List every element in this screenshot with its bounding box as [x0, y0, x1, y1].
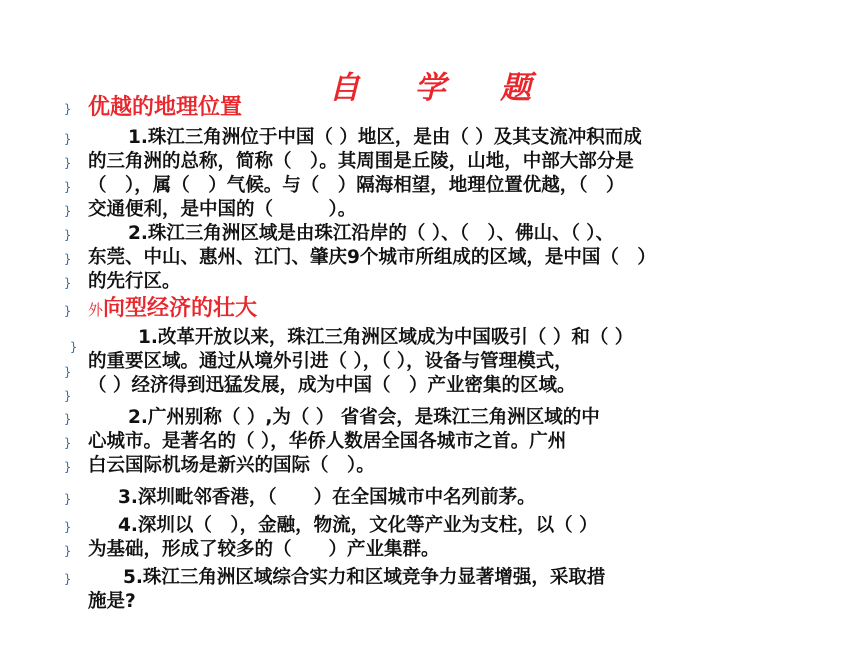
heading-prefix: 外 — [88, 301, 104, 319]
bullet-icon: } — [64, 436, 72, 450]
bullet-icon: } — [64, 492, 72, 506]
text-line: 3.深圳毗邻香港，（ ）在全国城市中名列前茅。 — [118, 487, 536, 508]
bullet-icon: } — [64, 180, 72, 194]
text-line: 的先行区。 — [88, 271, 181, 292]
text-line: 施是? — [88, 591, 136, 612]
text-line: （ ），属（ ）气候。与（ ）隔海相望，地理位置优越，（ ） — [88, 175, 625, 196]
bullet-icon: } — [70, 340, 78, 354]
section-heading-location: 优越的地理位置 — [88, 95, 243, 120]
text-line: 的三角洲的总称，简称（ ）。其周围是丘陵，山地，中部大部分是 — [88, 151, 634, 172]
text-line: 心城市。是著名的（ ），华侨人数居全国各城市之首。广州 — [88, 431, 567, 452]
bullet-icon: } — [64, 389, 72, 403]
text-line: 白云国际机场是新兴的国际（ ）。 — [88, 455, 375, 476]
bullet-icon: } — [64, 460, 72, 474]
heading-rest: 向型经济的壮大 — [103, 296, 258, 321]
text-line: （ ）经济得到迅猛发展，成为中国（ ）产业密集的区域。 — [88, 375, 576, 396]
section-heading-economy — [88, 296, 257, 323]
bullet-icon: } — [64, 204, 72, 218]
bullet-icon: } — [64, 544, 72, 558]
bullet-icon: } — [64, 572, 72, 586]
bullet-icon: } — [64, 132, 72, 146]
text-line: 5.珠江三角洲区域综合实力和区域竞争力显著增强，采取措 — [123, 567, 606, 588]
text-line: 的重要区域。通过从境外引进（ ），（ ），设备与管理模式， — [88, 351, 573, 372]
text-line: 4.深圳以（ ），金融，物流，文化等产业为支柱，以（ ） — [118, 515, 598, 536]
bullet-icon: } — [64, 276, 72, 290]
bullet-icon: } — [64, 412, 72, 426]
bullet-icon: } — [64, 228, 72, 242]
bullet-icon: } — [64, 102, 72, 116]
bullet-icon: } — [64, 304, 72, 318]
bullet-icon: } — [64, 365, 72, 379]
text-line: 2.珠江三角洲区域是由珠江沿岸的（ ）、（ ）、佛山、（ ）、 — [128, 223, 615, 244]
bullet-icon: } — [64, 520, 72, 534]
text-line: 为基础，形成了较多的（ ）产业集群。 — [88, 539, 440, 560]
slide-title: 自 学 题 — [328, 70, 554, 106]
text-line: 2.广州别称（ ）,为（ ） 省省会，是珠江三角洲区域的中 — [128, 407, 600, 428]
bullet-icon: } — [64, 156, 72, 170]
text-line: 1.珠江三角洲位于中国（ ）地区，是由（ ）及其支流冲积而成 — [128, 127, 642, 148]
bullet-icon: } — [64, 252, 72, 266]
text-line: 东莞、中山、惠州、江门、肇庆9个城市所组成的区域，是中国（ ） — [88, 247, 656, 268]
text-line: 1.改革开放以来，珠江三角洲区域成为中国吸引（ ）和（ ） — [138, 327, 634, 348]
text-line: 交通便利，是中国的（ ）。 — [88, 199, 357, 220]
